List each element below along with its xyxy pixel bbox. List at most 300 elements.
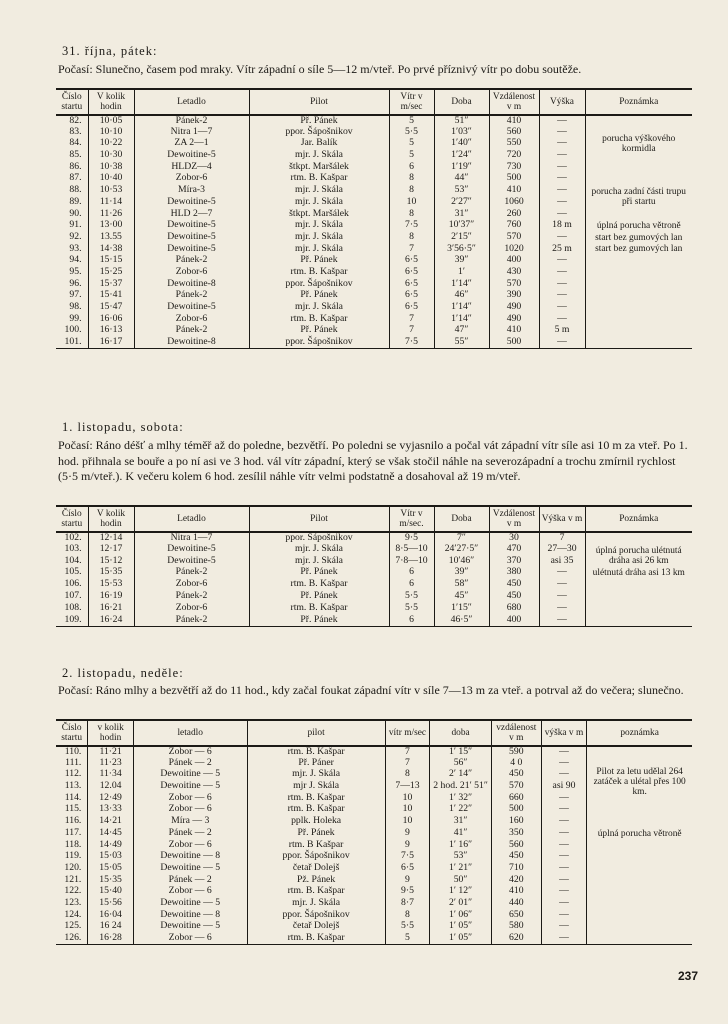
table-cell: 9 [385, 840, 430, 852]
table-cell: četař Dolejš [247, 921, 385, 933]
table-cell: Zobor — 6 [133, 886, 247, 898]
table-cell: — [541, 793, 587, 805]
table-cell: Dewoitine-5 [134, 220, 249, 232]
column-header: Poznámka [585, 506, 692, 532]
column-header: Výška v m [539, 506, 585, 532]
table-cell: — [539, 302, 585, 314]
table-cell: 12·49 [88, 793, 134, 805]
table-cell: 7 [539, 532, 585, 544]
table-cell: mjr. J. Skála [249, 302, 389, 314]
table-cell: 10′37″ [434, 220, 489, 232]
table-cell: mjr. J. Skála [249, 197, 389, 209]
table-cell: Zobor-6 [134, 579, 249, 591]
table-cell: 390 [489, 290, 539, 302]
table-cell: 101. [56, 337, 88, 349]
weather-oct-31: Počasí: Slunečno, časem pod mraky. Vítr západní o síle 5—12 m/vteř. Po prvé příznivý vítr po dobu soutěže. [58, 62, 582, 76]
remark-cell: úplná porucha větroně [587, 816, 692, 851]
table-cell: 13.55 [88, 232, 134, 244]
table-cell: 1′ 12″ [430, 886, 492, 898]
table-cell: 580 [491, 921, 541, 933]
table-cell: Pž. Pánek [247, 875, 385, 887]
table-cell: mjr. J. Skála [249, 556, 389, 568]
table-row [56, 851, 692, 863]
table-cell: 15·05 [88, 863, 134, 875]
table-cell: mjr J. Skála [247, 781, 385, 793]
table-cell: 121. [64, 873, 82, 885]
table-cell: mjr. J. Skála [247, 898, 385, 910]
table-cell: 15·12 [88, 556, 134, 568]
table-row [56, 337, 692, 349]
table-cell: 10·53 [88, 185, 134, 197]
table-row [56, 567, 692, 579]
table-cell: Míra-3 [134, 185, 249, 197]
remark-cell [585, 325, 692, 337]
table-cell: Zobor — 6 [133, 933, 247, 945]
table-cell: 1′15″ [434, 603, 489, 615]
table-cell: 4 0 [491, 758, 541, 770]
table-cell: 410 [489, 325, 539, 337]
table-cell: 58″ [434, 579, 489, 591]
table-cell: Zobor — 6 [133, 793, 247, 805]
table-cell: 10 [389, 197, 434, 209]
column-header: V kolik hodin [88, 506, 134, 532]
table-row [56, 579, 692, 591]
table-row [56, 532, 692, 544]
table-cell: 8·7 [385, 898, 430, 910]
table-cell: 16·04 [88, 910, 134, 922]
table-cell: — [539, 127, 585, 139]
table-cell: 84. [69, 137, 82, 149]
table-cell: 3′56·5″ [434, 244, 489, 256]
table-cell: 450 [491, 851, 541, 863]
table-cell: 7·8—10 [389, 556, 434, 568]
table-cell: 10′46″ [434, 556, 489, 568]
table-cell: 15·15 [88, 255, 134, 267]
table-cell: — [541, 758, 587, 770]
table-row [56, 173, 692, 185]
table-cell: — [539, 267, 585, 279]
day-title-nov-2: 2. listopadu, neděle: [62, 666, 184, 680]
table-cell: — [541, 863, 587, 875]
table-cell: 15·25 [88, 267, 134, 279]
table-cell: 125. [64, 920, 82, 932]
table-cell: 107. [64, 589, 82, 601]
table-cell: 6·5 [389, 267, 434, 279]
table-cell: rtm. B. Kašpar [249, 603, 389, 615]
table-cell: asi 35 [539, 556, 585, 568]
table-cell: — [541, 898, 587, 910]
table-cell: 111. [65, 756, 82, 768]
table-cell: — [541, 840, 587, 852]
table-cell: — [539, 567, 585, 579]
table-cell: Pánek-2 [134, 567, 249, 579]
table-cell: — [541, 769, 587, 781]
remark-cell: ulétnutá dráha asi 13 km [585, 567, 692, 579]
table-cell: 51″ [434, 115, 489, 127]
table-cell: — [539, 255, 585, 267]
table-row [56, 127, 692, 139]
table-cell: 104. [64, 554, 82, 566]
table-cell: 6 [389, 567, 434, 579]
table-cell: 10·22 [88, 138, 134, 150]
table-cell: 660 [491, 793, 541, 805]
table-cell: 1′14″ [434, 314, 489, 326]
table-cell: — [539, 173, 585, 185]
table-cell: 10·10 [88, 127, 134, 139]
column-header: Vzdálenost v m [489, 506, 539, 532]
table-cell: 8 [385, 910, 430, 922]
table-cell: 500 [491, 804, 541, 816]
remark-cell [585, 314, 692, 326]
table-row [56, 816, 692, 828]
table-cell: 6·5 [389, 302, 434, 314]
table-cell: — [539, 279, 585, 291]
table-row [56, 115, 692, 127]
table-cell: 1′03″ [434, 127, 489, 139]
table-cell: 15·41 [88, 290, 134, 302]
column-header: Vítr v m/sec. [389, 506, 434, 532]
table-cell: 24′27·5″ [434, 544, 489, 556]
remark-cell [585, 591, 692, 603]
table-cell: 1020 [489, 244, 539, 256]
column-header: Číslo startu [56, 89, 88, 115]
flights-table-oct-31 [56, 88, 692, 349]
table-cell: Míra — 3 [133, 816, 247, 828]
table-cell: 97. [69, 289, 82, 301]
table-cell: 6 [389, 579, 434, 591]
table-cell: rtm. B. Kašpar [247, 746, 385, 758]
table-cell: Př. Pánek [249, 567, 389, 579]
table-cell: Pánek — 2 [133, 875, 247, 887]
flights-table-nov-2 [56, 719, 692, 945]
remark-cell [587, 875, 692, 887]
table-cell: Jar. Balík [249, 138, 389, 150]
table-cell: štkpt. Maršálek [249, 162, 389, 174]
table-cell: 7 [389, 244, 434, 256]
table-cell: 91. [69, 219, 82, 231]
table-cell: 16·19 [88, 591, 134, 603]
table-cell: — [541, 910, 587, 922]
table-cell: 6·5 [389, 255, 434, 267]
table-cell: Pánek-2 [134, 615, 249, 627]
table-row [56, 267, 692, 279]
table-cell: 30 [489, 532, 539, 544]
table-cell: 1′40″ [434, 138, 489, 150]
column-header: poznámka [587, 720, 692, 746]
table-cell: 98. [69, 301, 82, 312]
table-cell: 13·00 [88, 220, 134, 232]
remark-cell [585, 267, 692, 279]
table-row [56, 255, 692, 267]
table-cell: 5 [389, 115, 434, 127]
table-cell: 16·28 [88, 933, 134, 945]
table-cell: 10·05 [88, 115, 134, 127]
table-cell: rtm. B. Kašpar [249, 314, 389, 326]
table-cell: 490 [489, 314, 539, 326]
column-header: vítr m/sec [385, 720, 430, 746]
table-cell: rtm. B. Kašpar [247, 886, 385, 898]
table-cell: 1′ 05″ [430, 921, 492, 933]
table-cell: Nitra 1—7 [134, 532, 249, 544]
table-cell: Dewoitine — 5 [133, 863, 247, 875]
column-header: Pilot [249, 506, 389, 532]
table-cell: Př. Pánek [247, 828, 385, 840]
table-cell: 46″ [434, 290, 489, 302]
table-cell: 10 [385, 793, 430, 805]
table-cell: — [541, 875, 587, 887]
table-cell: 10·30 [88, 150, 134, 162]
remark-cell [587, 886, 692, 898]
table-cell: 7 [385, 758, 430, 770]
flights-table-nov-1 [56, 505, 692, 627]
table-cell: 9 [385, 875, 430, 887]
table-cell: 16 24 [88, 921, 134, 933]
table-cell: 113. [64, 780, 82, 792]
table-cell: 400 [489, 255, 539, 267]
table-cell: 92. [69, 230, 82, 242]
table-cell: Dewoitine — 5 [133, 781, 247, 793]
table-cell: 39″ [434, 255, 489, 267]
table-cell: 9 [385, 828, 430, 840]
table-cell: 1′14″ [434, 279, 489, 291]
table-row [56, 898, 692, 910]
table-cell: Př. Pánek [249, 325, 389, 337]
remark-cell: Pilot za letu udělal 264 zatáček a ulétal přes 100 km. [587, 746, 692, 816]
table-cell: 82. [69, 115, 82, 126]
table-cell: 6 [389, 615, 434, 627]
table-cell: rtm. B. Kašpar [249, 173, 389, 185]
column-header: letadlo [133, 720, 247, 746]
table-cell: 500 [489, 173, 539, 185]
table-cell: 14·49 [88, 840, 134, 852]
table-cell: 560 [491, 840, 541, 852]
table-cell: Pánek-2 [134, 115, 249, 127]
table-cell: 650 [491, 910, 541, 922]
table-cell: Pánek-2 [134, 591, 249, 603]
table-cell: 6·5 [389, 279, 434, 291]
table-cell: HLD 2—7 [134, 209, 249, 221]
table-cell: Zobor-6 [134, 173, 249, 185]
table-cell: 16·17 [88, 337, 134, 349]
table-cell: rtm. B. Kašpar [247, 793, 385, 805]
table-cell: Zobor-6 [134, 603, 249, 615]
table-row [56, 162, 692, 174]
column-header: Vzdálenost v m [489, 89, 539, 115]
table-cell: — [539, 579, 585, 591]
table-cell: 5 m [539, 325, 585, 337]
column-header: doba [430, 720, 492, 746]
remark-cell: úplná porucha ulétnutá dráha asi 26 km [585, 544, 692, 568]
table-cell: 117. [64, 826, 82, 838]
table-cell: 16·24 [88, 615, 134, 627]
table-cell: 620 [491, 933, 541, 945]
remark-cell [585, 603, 692, 615]
day-title-oct-31: 31. října, pátek: [62, 44, 158, 58]
table-cell: 53″ [430, 851, 492, 863]
table-cell: — [539, 150, 585, 162]
table-cell: Př. Pánek [249, 591, 389, 603]
table-cell: Dewoitine — 8 [133, 851, 247, 863]
column-header: Výška [539, 89, 585, 115]
table-row [56, 615, 692, 627]
column-header: Vítr v m/sec [389, 89, 434, 115]
table-row [56, 746, 692, 758]
column-header: Číslo startu [56, 506, 88, 532]
table-cell: 7·5 [389, 220, 434, 232]
table-cell: 1060 [489, 197, 539, 209]
table-cell: Dewoitine-5 [134, 150, 249, 162]
table-cell: 160 [491, 816, 541, 828]
table-cell: rtm. B. Kašpar [247, 804, 385, 816]
table-cell: 5 [389, 150, 434, 162]
table-cell: 15·53 [88, 579, 134, 591]
table-cell: 44″ [434, 173, 489, 185]
table-cell: ppor. Šápošnikov [249, 337, 389, 349]
table-cell: 102. [64, 532, 82, 543]
table-row [56, 232, 692, 244]
table-cell: 470 [489, 544, 539, 556]
table-cell: 12.04 [88, 781, 134, 793]
table-cell: 8·5—10 [389, 544, 434, 556]
remark-cell [585, 532, 692, 544]
table-cell: 25 m [539, 244, 585, 256]
table-cell: 7″ [434, 532, 489, 544]
table-cell: — [541, 804, 587, 816]
table-cell: 118. [64, 838, 82, 850]
table-cell: 440 [491, 898, 541, 910]
table-cell: Dewoitine — 5 [133, 921, 247, 933]
table-cell: 50″ [430, 875, 492, 887]
table-cell: 18 m [539, 220, 585, 232]
table-cell: 2′15″ [434, 232, 489, 244]
table-cell: Dewoitine-5 [134, 556, 249, 568]
table-cell: — [539, 209, 585, 221]
table-cell: Pánek-2 [134, 290, 249, 302]
table-cell: 39″ [434, 567, 489, 579]
table-cell: 100. [64, 324, 82, 336]
table-cell: Pánek — 2 [133, 758, 247, 770]
table-cell: mjr. J. Skála [247, 769, 385, 781]
table-cell: 350 [491, 828, 541, 840]
table-cell: 16·21 [88, 603, 134, 615]
table-cell: Pánek-2 [134, 255, 249, 267]
column-header: výška v m [541, 720, 587, 746]
table-cell: 410 [491, 886, 541, 898]
table-cell: 112. [64, 768, 82, 780]
table-cell: 95. [69, 265, 82, 277]
table-row [56, 544, 692, 556]
remark-cell [587, 898, 692, 910]
table-cell: 16·13 [88, 325, 134, 337]
table-cell: 680 [489, 603, 539, 615]
table-cell: 2′27″ [434, 197, 489, 209]
table-cell: — [539, 337, 585, 349]
table-cell: rtm. B Kašpar [247, 840, 385, 852]
table-cell: 103. [64, 542, 82, 554]
table-row [56, 910, 692, 922]
table-cell: 106. [64, 578, 82, 590]
table-cell: — [541, 921, 587, 933]
table-cell: 450 [489, 591, 539, 603]
table-cell: 710 [491, 863, 541, 875]
table-cell: Př. Páner [247, 758, 385, 770]
table-cell: ZA 2—1 [134, 138, 249, 150]
table-cell: 570 [491, 781, 541, 793]
table-cell: — [539, 162, 585, 174]
table-cell: 87. [69, 172, 82, 184]
remark-cell: start bez gumových lan [585, 244, 692, 256]
table-cell: 56″ [430, 758, 492, 770]
table-cell: Dewoitine-8 [134, 337, 249, 349]
column-header: Letadlo [134, 506, 249, 532]
table-cell: 2 hod. 21′ 51″ [430, 781, 492, 793]
column-header: Doba [434, 506, 489, 532]
table-cell: 13·33 [88, 804, 134, 816]
table-cell: 47″ [434, 325, 489, 337]
table-cell: 490 [489, 302, 539, 314]
table-cell: 1′24″ [434, 150, 489, 162]
table-cell: 760 [489, 220, 539, 232]
table-cell: 120. [64, 861, 82, 873]
table-cell: — [539, 314, 585, 326]
weather-nov-1: Počasí: Ráno déšť a mlhy téměř až do poledne, bezvětří. Po poledni se vyjasnilo a počal vát západní vítr síle asi 10 m za vteř. Po 1. hod. přihnala se bouře a po ní asi ve 3 hod. vál vítr západní, který se však stočil náhle na severozápadní a trochu zmírnil rychlost (5·5 m/vteř.). K večeru kolem 6 hod. zesílil náhle vítr velmi podstatně a dosahoval až 19 m/vteř. [58, 438, 688, 483]
table-cell: Př. Pánek [249, 115, 389, 127]
table-cell: 109. [56, 615, 88, 627]
table-cell: 86. [69, 160, 82, 172]
table-cell: 108. [64, 601, 82, 613]
remark-cell [587, 863, 692, 875]
table-cell: 1′14″ [434, 302, 489, 314]
table-cell: — [539, 232, 585, 244]
table-cell: — [539, 591, 585, 603]
table-cell: Dewoitine-8 [134, 279, 249, 291]
day-title-nov-1: 1. listopadu, sobota: [62, 420, 184, 434]
table-row [56, 325, 692, 337]
table-cell: asi 90 [541, 781, 587, 793]
table-cell: 46·5″ [434, 615, 489, 627]
table-cell: 15·35 [88, 875, 134, 887]
table-cell: Dewoitine-5 [134, 197, 249, 209]
column-header: v kolik hodin [88, 720, 134, 746]
table-cell: 31″ [434, 209, 489, 221]
table-cell: 2′ 01″ [430, 898, 492, 910]
table-cell: mjr. J. Skála [249, 150, 389, 162]
header-row [56, 506, 692, 532]
table-cell: 11·34 [88, 769, 134, 781]
table-cell: Dewoitine — 8 [133, 910, 247, 922]
column-header: pilot [247, 720, 385, 746]
table-cell: 116. [64, 815, 82, 827]
table-cell: mjr. J. Skála [249, 544, 389, 556]
table-cell: 15·37 [88, 279, 134, 291]
remark-cell [585, 337, 692, 349]
table-cell: 1′ 22″ [430, 804, 492, 816]
table-cell: — [541, 933, 587, 945]
table-cell: mjr. J. Skála [249, 244, 389, 256]
table-cell: 6 [389, 162, 434, 174]
header-row [56, 720, 692, 746]
table-cell: mjr. J. Skála [249, 185, 389, 197]
table-cell: 41″ [430, 828, 492, 840]
table-cell: 8 [389, 232, 434, 244]
table-cell: 115. [64, 803, 82, 815]
table-cell: 370 [489, 556, 539, 568]
table-cell: 53″ [434, 185, 489, 197]
table-cell: 94. [69, 254, 82, 266]
table-row [56, 921, 692, 933]
table-cell: pplk. Holeka [247, 816, 385, 828]
table-cell: 14·38 [88, 244, 134, 256]
